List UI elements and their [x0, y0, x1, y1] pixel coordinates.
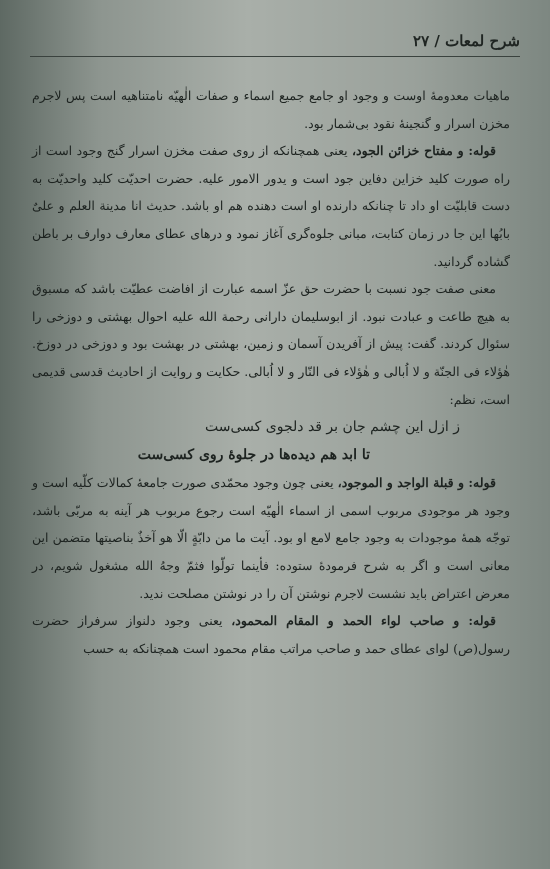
page-body: [32, 82, 510, 662]
paragraph-lead: قوله: و قبلة الواجد و الموجود،: [337, 475, 496, 491]
verse-line-2: تا ابد هم دیده‌ها در جلوهٔ روی کسی‌ست: [137, 447, 370, 464]
paragraph-3: [32, 275, 510, 413]
paragraph-4: [32, 469, 510, 607]
paragraph-text: یعنی همچنانکه از روی صفت مخزن اسرار گنج وجود است از راه صورت کلید خزاین دفاین جود است و یدور الامور علیه. حضرت احدیّت کلید واحدیّت به دست قابلیّت او داد تا چنانکه دارنده او است دهنده هم او باشد. حدیث انا مدینة العلم و علیٌ بابُها این جا در زمان کتابت، مبانی جلوه‌گری آغاز نمود و درهای عطای معارف دوارف بر باطن گشاده گردانید.: [32, 143, 510, 269]
header-rule: [30, 56, 520, 57]
paragraph-1: [32, 82, 510, 137]
paragraph-2: [32, 137, 510, 275]
paragraph-text: ماهیات معدومهٔ اوست و وجود او جامع جمیع اسماء و صفات الٰهیّه نامتناهیه است پس لاجرم مخزن اسرار و گنجینهٔ نقود بی‌شمار بود.: [32, 88, 510, 131]
paragraph-lead: قوله: و مفتاح خزائن الجود،: [352, 143, 496, 159]
paragraph-5: [32, 607, 510, 662]
running-head: شرح لمعات / ۲۷: [413, 32, 520, 50]
verse-line-1: ز ازل این چشم جان بر قد دلجوی کسی‌ست: [205, 419, 460, 436]
paragraph-text: یعنی وجود دلنواز سرفراز حضرت رسول(ص) لوای عطای حمد و صاحب مراتب مقام محمود است همچنانکه به حسب: [32, 613, 510, 656]
page-header: [30, 32, 520, 54]
paragraph-text: معنی صفت جود نسبت با حضرت حق عزّ اسمه عبارت از افاضت عطیّت باشد که مسبوق به هیچ طاعت و عبادت نبود. از ابوسلیمان دارانی رحمة الله علیه احوال بهشتی و دوزخی را سئوال کردند. گفت: پیش از آفریدن آسمان و زمین، بهشتی در بهشت بود و دوزخی در دوزخ. هٰؤلاء فی الجنّة و لا اُبالی و هٰؤلاء فی النّار و لا اُبالی. حکایت و روایت از احادیث قدسی قدیمی است، نظم:: [32, 281, 510, 407]
paragraph-lead: قوله: و صاحب لواء الحمد و المقام المحمود،: [231, 613, 496, 629]
paragraph-text: یعنی چون وجود محمّدی صورت جامعهٔ کمالات کلّیه است و وجود هر موجودی مربوب اسمی از اسماء الٰهیّه است رجوع مربوب هر آینه به مربّی باشد، توجّه همهٔ موجودات به وجود جامع لامع او بود. آیت ما من دابّةٍ الّا هو آخذٌ بناصیتها متضمن این معانی است و اگر به شرح فرمودهٔ ستوده: فأینما تولّوا فثمّ وجهُ الله مشغول شویم، در معرض اعتراض باید نشست لاجرم نوشتن آن را در نوشتن مصلحت ندید.: [32, 475, 510, 601]
